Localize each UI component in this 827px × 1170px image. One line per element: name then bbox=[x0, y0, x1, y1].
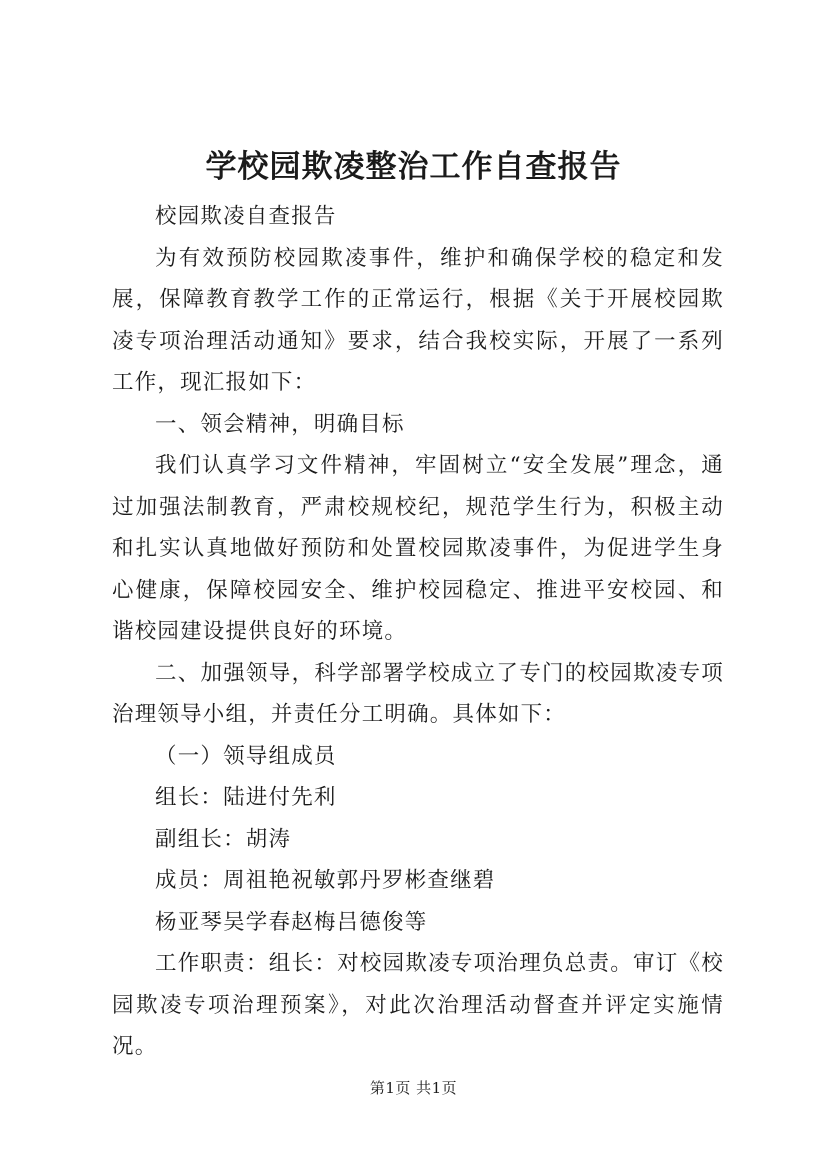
group-leader-line: 组长：陆进付先利 bbox=[155, 785, 337, 810]
paragraph-subtitle: 校园欺凌自查报告 bbox=[155, 204, 337, 229]
members-line: 成员：周祖艳祝敏郭丹罗彬查继碧 bbox=[155, 868, 496, 893]
document-body bbox=[112, 196, 724, 1068]
section-heading-2: 二、加强领导，科学部署学校成立了专门的校园欺凌专项治理领导小组，并责任分工明确。具体如下： bbox=[112, 660, 724, 727]
section-heading-1: 一、领会精神，明确目标 bbox=[155, 411, 405, 437]
subsection-heading: （一）领导组成员 bbox=[155, 743, 337, 769]
document-title: 学校园欺凌整治工作自查报告 bbox=[205, 149, 622, 185]
page-footer: 第1页 共1页 bbox=[369, 1079, 458, 1097]
duties-paragraph: 工作职责：组长：对校园欺凌专项治理负总责。审订《校园欺凌专项治理预案》，对此次治理活动督查并评定实施情况。 bbox=[112, 951, 724, 1059]
paragraph-intro: 为有效预防校园欺凌事件，维护和确保学校的稳定和发展，保障教育教学工作的正常运行，根据《关于开展校园欺凌专项治理活动通知》要求，结合我校实际，开展了一系列工作，现汇报如下： bbox=[112, 245, 724, 395]
deputy-leader-line: 副组长：胡涛 bbox=[155, 826, 292, 852]
members-line-continued: 杨亚琴吴学春赵梅吕德俊等 bbox=[155, 909, 428, 935]
paragraph-section-1: 我们认真学习文件精神，牢固树立“安全发展”理念，通过加强法制教育，严肃校规校纪，规范学生行为，积极主动和扎实认真地做好预防和处置校园欺凌事件，为促进学生身心健康，保障校园安全、维护校园稳定、推进平安校园、和谐校园建设提供良好的环境。 bbox=[112, 453, 724, 644]
